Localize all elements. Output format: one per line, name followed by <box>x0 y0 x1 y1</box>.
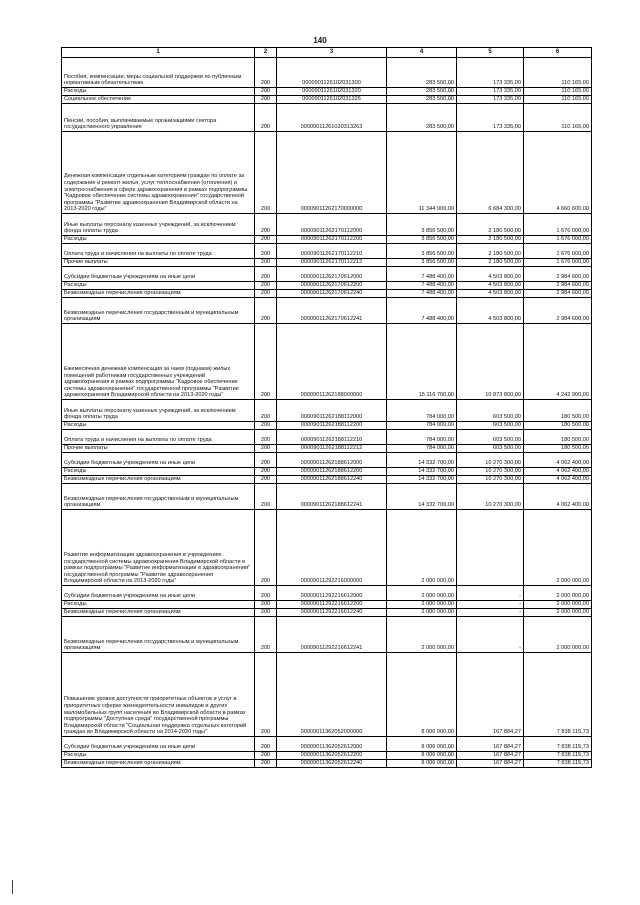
row-name-cell: Пенсии, пособия, выплачиваемые организациями сектора государственного управления <box>62 104 255 132</box>
row-remaining-cell: 2 000 000,00 <box>524 510 592 586</box>
row-remaining-cell: 110 165,00 <box>524 96 592 104</box>
table-row <box>62 609 592 617</box>
row-approved-cell: 784 000,00 <box>387 430 457 445</box>
row-code-cell: 200 <box>255 453 277 468</box>
row-name-cell: Субсидии бюджетным учреждениям на иные цели <box>62 737 255 752</box>
row-code-cell: 200 <box>255 476 277 484</box>
row-approved-cell: 8 006 000,00 <box>387 760 457 768</box>
row-remaining-cell: 4 242 900,00 <box>524 324 592 400</box>
row-executed-cell: 2 180 500,00 <box>457 236 524 244</box>
row-remaining-cell: 2 984 600,00 <box>524 267 592 282</box>
row-name-cell: Расходы <box>62 88 255 96</box>
table-row <box>62 58 592 88</box>
row-code-cell: 200 <box>255 468 277 476</box>
row-name-cell: Расходы <box>62 236 255 244</box>
row-approved-cell: 7 488 400,00 <box>387 290 457 298</box>
margin-mark <box>12 880 13 894</box>
row-remaining-cell: 180 500,00 <box>524 445 592 453</box>
row-remaining-cell: 7 838 115,73 <box>524 752 592 760</box>
row-code-cell: 200 <box>255 445 277 453</box>
row-remaining-cell: 1 676 000,00 <box>524 214 592 236</box>
row-account-cell: 00009011262188612240 <box>277 476 387 484</box>
table-row <box>62 104 592 132</box>
row-approved-cell: 2 000 000,00 <box>387 601 457 609</box>
table-row <box>62 259 592 267</box>
row-approved-cell: 2 000 000,00 <box>387 609 457 617</box>
row-executed-cell: 167 884,27 <box>457 760 524 768</box>
row-code-cell: 200 <box>255 244 277 259</box>
row-code-cell: 200 <box>255 104 277 132</box>
row-account-cell: 00009011262170000000 <box>277 132 387 214</box>
table-header-row <box>62 48 592 58</box>
row-remaining-cell: 2 000 000,00 <box>524 586 592 601</box>
row-code-cell: 200 <box>255 88 277 96</box>
row-name-cell: Безвозмездные перечисления организациям <box>62 290 255 298</box>
row-remaining-cell: 7 838 115,73 <box>524 653 592 737</box>
row-account-cell: 00009011292216612200 <box>277 601 387 609</box>
row-code-cell: 200 <box>255 430 277 445</box>
header-cell: 5 <box>457 48 524 58</box>
row-remaining-cell: 180 500,00 <box>524 430 592 445</box>
row-executed-cell: - <box>457 617 524 653</box>
row-executed-cell: - <box>457 601 524 609</box>
row-account-cell: 00009011262170112212 <box>277 259 387 267</box>
table-row <box>62 236 592 244</box>
row-approved-cell: 3 856 500,00 <box>387 236 457 244</box>
row-name-cell: Денежная компенсация отдельным категориям граждан по оплате за содержание и ремонт жилья, услуг теплоснабжения (отопления) и электроснабжения в сфере здравоохранения в рамках подпрограммы "Кадровое обеспечение системы здравоохранения" государственной программы "Развитие здравоохранения Владимирской области на 2013-2020 годы" <box>62 132 255 214</box>
row-remaining-cell: 2 000 000,00 <box>524 601 592 609</box>
row-executed-cell: 10 270 300,00 <box>457 484 524 510</box>
row-account-cell: 00009011262170612200 <box>277 282 387 290</box>
row-code-cell: 200 <box>255 484 277 510</box>
row-account-cell: 00009011292216000000 <box>277 510 387 586</box>
table-row <box>62 445 592 453</box>
table-row <box>62 510 592 586</box>
row-executed-cell: 167 884,27 <box>457 653 524 737</box>
row-approved-cell: 784 000,00 <box>387 400 457 422</box>
row-executed-cell: 10 270 300,00 <box>457 468 524 476</box>
row-code-cell: 200 <box>255 510 277 586</box>
row-code-cell: 200 <box>255 586 277 601</box>
row-executed-cell: 173 335,00 <box>457 58 524 88</box>
row-remaining-cell: 4 062 400,00 <box>524 468 592 476</box>
row-code-cell: 200 <box>255 601 277 609</box>
table-row <box>62 400 592 422</box>
row-name-cell: Расходы <box>62 468 255 476</box>
row-approved-cell: 784 000,00 <box>387 422 457 430</box>
row-name-cell: Безвозмездные перечисления организациям <box>62 609 255 617</box>
row-account-cell: 00009011362052000000 <box>277 653 387 737</box>
row-account-cell: 00009011262170612000 <box>277 267 387 282</box>
table-row <box>62 737 592 752</box>
row-executed-cell: - <box>457 609 524 617</box>
row-remaining-cell: 7 838 115,73 <box>524 737 592 752</box>
row-remaining-cell: 2 984 600,00 <box>524 282 592 290</box>
row-remaining-cell: 2 000 000,00 <box>524 617 592 653</box>
row-account-cell: 00009011262170112210 <box>277 244 387 259</box>
row-account-cell: 00009011262170612241 <box>277 298 387 324</box>
row-executed-cell: 4 503 800,00 <box>457 298 524 324</box>
row-account-cell: 00009011262188112000 <box>277 400 387 422</box>
row-remaining-cell: 4 660 600,00 <box>524 132 592 214</box>
table-row <box>62 617 592 653</box>
row-approved-cell: 14 332 700,00 <box>387 468 457 476</box>
row-name-cell: Иные выплаты персоналу казенных учреждений, за исключением фонда оплаты труда <box>62 214 255 236</box>
table-row <box>62 430 592 445</box>
row-name-cell: Расходы <box>62 752 255 760</box>
row-name-cell: Прочие выплаты <box>62 259 255 267</box>
row-code-cell: 200 <box>255 214 277 236</box>
table-row <box>62 586 592 601</box>
row-executed-cell: 4 503 800,00 <box>457 290 524 298</box>
table-row <box>62 214 592 236</box>
header-cell: 6 <box>524 48 592 58</box>
row-code-cell: 200 <box>255 282 277 290</box>
row-name-cell: Субсидии бюджетным учреждениям на иные цели <box>62 267 255 282</box>
row-executed-cell: 10 270 300,00 <box>457 476 524 484</box>
row-approved-cell: 15 116 700,00 <box>387 324 457 400</box>
row-code-cell: 200 <box>255 324 277 400</box>
row-approved-cell: 3 856 500,00 <box>387 244 457 259</box>
row-name-cell: Социальное обеспечение <box>62 96 255 104</box>
row-name-cell: Безвозмездные перечисления государственным и муниципальным организациям <box>62 298 255 324</box>
row-approved-cell: 7 488 400,00 <box>387 282 457 290</box>
row-name-cell: Пособия, компенсации, меры социальной поддержки по публичным нормативным обязательствам <box>62 58 255 88</box>
row-executed-cell: 10 270 300,00 <box>457 453 524 468</box>
row-approved-cell: 2 000 000,00 <box>387 617 457 653</box>
row-account-cell: 00009011261020313263 <box>277 104 387 132</box>
table-row <box>62 752 592 760</box>
row-name-cell: Повышение уровня доступности приоритетных объектов и услуг в приоритетных сферах жизнедеятельности инвалидов и других маломобильных групп населения во Владимирской области в рамках подпрограммы "Доступная среда" государственной программы Владимирской области "Социальная поддержка отдельных категорий граждан во Владимирской области на 2014-2020 годы" <box>62 653 255 737</box>
table-row <box>62 601 592 609</box>
row-approved-cell: 2 000 000,00 <box>387 510 457 586</box>
row-account-cell: 00009011292216612241 <box>277 617 387 653</box>
row-name-cell: Развитие информатизации здравоохранения в учреждениях государственной системы здравоохранения Владимирской области в рамках подпрограммы "Развитие информатизации в здравоохранении" государственной программы "Развитие здравоохранения Владимирской области на 2013-2020 годы" <box>62 510 255 586</box>
row-account-cell: 00009011262188612200 <box>277 468 387 476</box>
row-approved-cell: 11 344 900,00 <box>387 132 457 214</box>
table-row <box>62 290 592 298</box>
row-name-cell: Иные выплаты персоналу казенных учреждений, за исключением фонда оплаты труда <box>62 400 255 422</box>
row-name-cell: Безвозмездные перечисления государственным и муниципальным организациям <box>62 484 255 510</box>
row-name-cell: Субсидии бюджетным учреждениям на иные цели <box>62 453 255 468</box>
row-executed-cell: 167 884,27 <box>457 737 524 752</box>
row-account-cell: 00009011262188112212 <box>277 445 387 453</box>
row-remaining-cell: 1 676 000,00 <box>524 244 592 259</box>
header-cell: 3 <box>277 48 387 58</box>
row-code-cell: 200 <box>255 96 277 104</box>
row-code-cell: 200 <box>255 760 277 768</box>
row-approved-cell: 283 500,00 <box>387 96 457 104</box>
table-row <box>62 267 592 282</box>
table-row <box>62 476 592 484</box>
header-cell: 1 <box>62 48 255 58</box>
budget-table <box>61 47 592 768</box>
table-row <box>62 422 592 430</box>
row-code-cell: 200 <box>255 259 277 267</box>
table-row <box>62 282 592 290</box>
table-row <box>62 324 592 400</box>
row-approved-cell: 283 500,00 <box>387 58 457 88</box>
table-row <box>62 484 592 510</box>
table-row <box>62 244 592 259</box>
row-remaining-cell: 1 676 000,00 <box>524 259 592 267</box>
row-code-cell: 200 <box>255 422 277 430</box>
row-executed-cell: 603 500,00 <box>457 422 524 430</box>
row-remaining-cell: 110 165,00 <box>524 104 592 132</box>
row-code-cell: 200 <box>255 400 277 422</box>
row-executed-cell: 173 335,00 <box>457 88 524 96</box>
row-executed-cell: 10 873 800,00 <box>457 324 524 400</box>
row-approved-cell: 8 006 000,00 <box>387 653 457 737</box>
row-remaining-cell: 2 000 000,00 <box>524 609 592 617</box>
row-code-cell: 200 <box>255 609 277 617</box>
row-executed-cell: 4 503 800,00 <box>457 282 524 290</box>
row-account-cell: 0000901126102031300 <box>277 58 387 88</box>
row-remaining-cell: 110 165,00 <box>524 88 592 96</box>
row-name-cell: Оплата труда и начисления на выплаты по оплате труда <box>62 430 255 445</box>
row-approved-cell: 283 500,00 <box>387 88 457 96</box>
row-account-cell: 00009011262170112000 <box>277 214 387 236</box>
row-executed-cell: 603 500,00 <box>457 400 524 422</box>
row-name-cell: Ежемесячная денежная компенсация за наем (поднаем) жилых помещений работникам государственных учреждений здравоохранения в рамках подпрограммы "Кадровое обеспечение системы здравоохранения" государственной программы "Развитие здравоохранения Владимирской области на 2013-2020 годы" <box>62 324 255 400</box>
row-code-cell: 200 <box>255 58 277 88</box>
row-remaining-cell: 110 165,00 <box>524 58 592 88</box>
row-remaining-cell: 7 838 115,73 <box>524 760 592 768</box>
row-executed-cell: 6 684 300,00 <box>457 132 524 214</box>
table-row <box>62 132 592 214</box>
row-account-cell: 00009011262188612241 <box>277 484 387 510</box>
row-approved-cell: 784 000,00 <box>387 445 457 453</box>
table-row <box>62 88 592 96</box>
row-name-cell: Безвозмездные перечисления государственным и муниципальным организациям <box>62 617 255 653</box>
table-row <box>62 653 592 737</box>
page-number: 140 <box>313 36 327 45</box>
row-name-cell: Расходы <box>62 601 255 609</box>
row-remaining-cell: 4 062 400,00 <box>524 484 592 510</box>
row-executed-cell: 167 884,27 <box>457 752 524 760</box>
row-executed-cell: 603 500,00 <box>457 445 524 453</box>
row-executed-cell: 173 335,00 <box>457 96 524 104</box>
row-name-cell: Прочие выплаты <box>62 445 255 453</box>
row-name-cell: Безвозмездные перечисления организациям <box>62 760 255 768</box>
header-cell: 2 <box>255 48 277 58</box>
row-approved-cell: 283 500,00 <box>387 104 457 132</box>
row-code-cell: 200 <box>255 132 277 214</box>
table-row <box>62 298 592 324</box>
row-code-cell: 200 <box>255 737 277 752</box>
row-approved-cell: 2 000 000,00 <box>387 586 457 601</box>
table-row <box>62 96 592 104</box>
row-remaining-cell: 1 676 000,00 <box>524 236 592 244</box>
row-code-cell: 200 <box>255 653 277 737</box>
row-account-cell: 00009011292216612000 <box>277 586 387 601</box>
row-remaining-cell: 4 062 400,00 <box>524 476 592 484</box>
row-approved-cell: 8 006 000,00 <box>387 737 457 752</box>
row-remaining-cell: 2 984 600,00 <box>524 298 592 324</box>
row-remaining-cell: 180 500,00 <box>524 400 592 422</box>
row-approved-cell: 14 332 700,00 <box>387 476 457 484</box>
row-account-cell: 0000901126102031320 <box>277 88 387 96</box>
row-account-cell: 00009011262170112200 <box>277 236 387 244</box>
row-executed-cell: - <box>457 586 524 601</box>
row-code-cell: 200 <box>255 236 277 244</box>
budget-table-body <box>62 48 592 768</box>
row-remaining-cell: 180 500,00 <box>524 422 592 430</box>
table-row <box>62 468 592 476</box>
table-row <box>62 453 592 468</box>
row-account-cell: 00009011362052612200 <box>277 752 387 760</box>
row-account-cell: 0000901126102031326 <box>277 96 387 104</box>
row-executed-cell <box>457 510 524 586</box>
row-account-cell: 00009011362052612000 <box>277 737 387 752</box>
row-executed-cell: 2 180 500,00 <box>457 214 524 236</box>
row-account-cell: 00009011362052612240 <box>277 760 387 768</box>
row-remaining-cell: 2 984 600,00 <box>524 290 592 298</box>
row-code-cell: 200 <box>255 290 277 298</box>
row-remaining-cell: 4 062 400,00 <box>524 453 592 468</box>
row-approved-cell: 14 332 700,00 <box>387 484 457 510</box>
row-approved-cell: 14 332 700,00 <box>387 453 457 468</box>
row-code-cell: 200 <box>255 267 277 282</box>
row-executed-cell: 2 180 500,00 <box>457 244 524 259</box>
row-name-cell: Субсидии бюджетным учреждениям на иные цели <box>62 586 255 601</box>
row-approved-cell: 3 856 500,00 <box>387 214 457 236</box>
row-account-cell: 00009011292216612240 <box>277 609 387 617</box>
row-name-cell: Безвозмездные перечисления организациям <box>62 476 255 484</box>
row-account-cell: 00009011262170612240 <box>277 290 387 298</box>
row-account-cell: 00009011262188112200 <box>277 422 387 430</box>
row-account-cell: 00009011262188612000 <box>277 453 387 468</box>
row-account-cell: 00009011262188112210 <box>277 430 387 445</box>
row-name-cell: Оплата труда и начисления на выплаты по оплате труда <box>62 244 255 259</box>
row-name-cell: Расходы <box>62 422 255 430</box>
row-approved-cell: 3 856 500,00 <box>387 259 457 267</box>
row-approved-cell: 8 006 000,00 <box>387 752 457 760</box>
row-executed-cell: 603 500,00 <box>457 430 524 445</box>
row-account-cell: 00009011262188000000 <box>277 324 387 400</box>
row-executed-cell: 2 180 500,00 <box>457 259 524 267</box>
row-code-cell: 200 <box>255 752 277 760</box>
table-row <box>62 760 592 768</box>
row-approved-cell: 7 488 400,00 <box>387 298 457 324</box>
row-name-cell: Расходы <box>62 282 255 290</box>
row-approved-cell: 7 488 400,00 <box>387 267 457 282</box>
header-cell: 4 <box>387 48 457 58</box>
row-code-cell: 200 <box>255 298 277 324</box>
row-executed-cell: 4 503 800,00 <box>457 267 524 282</box>
row-code-cell: 200 <box>255 617 277 653</box>
row-executed-cell: 173 335,00 <box>457 104 524 132</box>
